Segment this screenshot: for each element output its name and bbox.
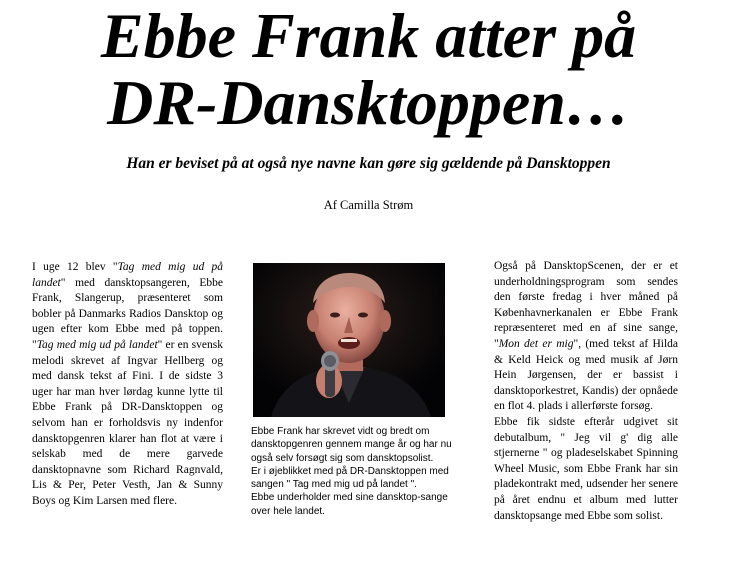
- subtitle: Han er beviset på at også nye navne kan gøre sig gældende på Dansktoppen: [126, 155, 611, 172]
- right-column: [494, 259, 678, 524]
- ebbe-frank-photo: [253, 263, 445, 417]
- right-column-paragraph-2: Ebbe fik sidste efterår udgivet sit debutalbum, " Jeg vil g' dig alle stjernerne " og pladeselskabet Spinning Wheel Music, som Ebbe Frank har sin pladekontrakt med, udsender her senere på året endnu et album med lutter dansktopsange med Ebbe som solist.: [494, 415, 678, 522]
- headline-line-1: Ebbe Frank atter på: [100, 0, 637, 71]
- photo-illustration: [253, 263, 445, 417]
- song-title-2: Tag med mig ud på landet: [36, 338, 158, 351]
- headline: [0, 2, 737, 136]
- byline: Af Camilla Strøm: [323, 198, 414, 212]
- left-text-2: " med dansktopsangeren, Ebbe Frank, Slangerup, præsenteret som bobler på Danmarks Radios Dansktop og ugen efter kom Ebbe med på toppen. ": [32, 276, 223, 351]
- song-title-1: Tag med mig ud på landet: [32, 261, 223, 289]
- song-title-3: Mon det er mig: [498, 337, 574, 350]
- right-column-paragraph-1: [494, 259, 678, 415]
- left-text-1: I uge 12 blev ": [32, 261, 118, 273]
- caption-paragraph-3: Ebbe underholder med sine dansktop-sange over hele landet.: [251, 492, 448, 517]
- left-column: [32, 260, 223, 510]
- left-column-paragraph: [32, 260, 223, 510]
- headline-line-2: DR-Dansktoppen…: [107, 67, 630, 138]
- right-text-2: ", (med tekst af Hilda & Keld Heick og med musik af Jørn Hein Jørgensen, der er bassist i dansktoporkestret, Kandis) der opnåede en flot 4. plads i allerførste forsøg.: [494, 337, 678, 413]
- caption-paragraph-2: Er i øjeblikket med på DR-Dansktoppen med sangen " Tag med mig ud på landet ".: [251, 465, 449, 491]
- caption-paragraph-1: Ebbe Frank har skrevet vidt og bredt om dansktopgenren gennem mange år og har nu også selv forsøgt sig som dansktopsolist.: [251, 426, 452, 464]
- right-text-1: Også på DansktopScenen, der er et underholdningsprogram som sendes den første fredag i hver måned på Københavnerkanalen er Ebbe Frank repræsenteret med en af sine sange, ": [494, 260, 678, 350]
- left-text-3: " er en svensk melodi skrevet af Ingvar Hellberg og med dansk tekst af Fini. I de sidste 3 uger har man hver lørdag kunne lytte til Ebbe Frank på DR-Dansktoppen og selvom han er forholdsvis ny indenfor dansktopgenren klarer han flot at være i selskab med de mere garvede dansktopnavne som Richard Ragnvald, Lis & Per, Peter Vesth, Jan & Sunny Boys og Kim Larsen med flere.: [32, 338, 223, 507]
- photo-caption: [251, 425, 461, 518]
